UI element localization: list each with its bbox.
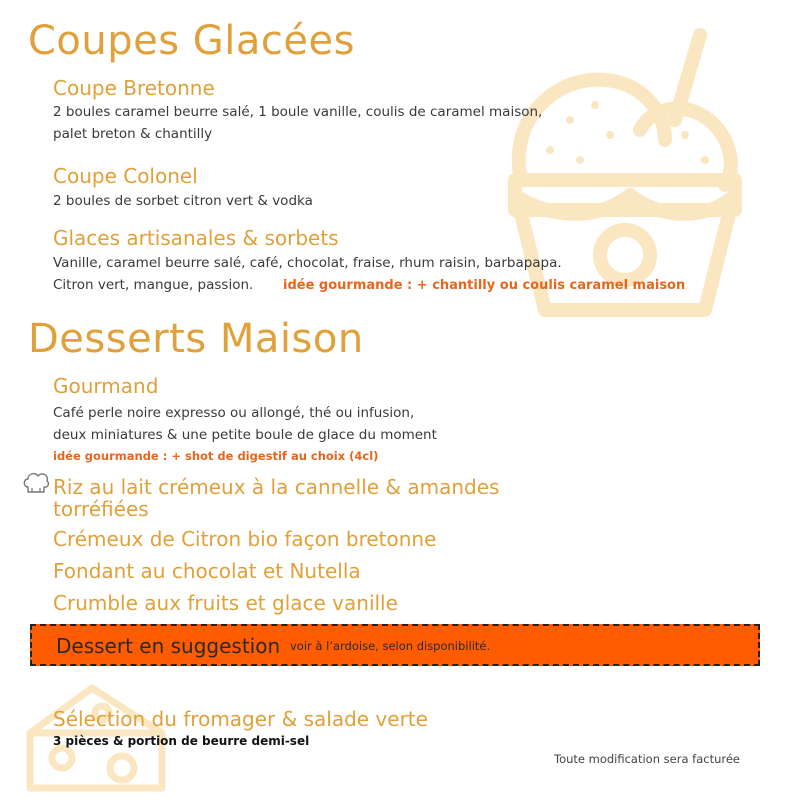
suggestion-title: Dessert en suggestion xyxy=(56,634,281,658)
gourmand-note: idée gourmande : + chantilly ou coulis caramel maison xyxy=(283,278,686,293)
gourmand-note: idée gourmande : + shot de digestif au choix (4cl) xyxy=(53,449,379,463)
cheese-item-name: Sélection du fromager & salade verte xyxy=(53,707,428,731)
dessert-item: Riz au lait crémeux à la cannelle & amandes torréfiées xyxy=(53,475,500,521)
section-title-coupes: Coupes Glacées xyxy=(28,18,355,64)
dessert-item: Crumble aux fruits et glace vanille xyxy=(53,591,398,615)
item-name: Glaces artisanales & sorbets xyxy=(53,226,339,250)
suggestion-note: voir à l’ardoise, selon disponibilité. xyxy=(290,639,491,653)
section-title-desserts: Desserts Maison xyxy=(28,316,364,362)
item-name: Gourmand xyxy=(53,374,159,398)
chef-hat-icon xyxy=(22,471,50,495)
item-desc: 2 boules caramel beurre salé, 1 boule vanille, coulis de caramel maison, palet breton & chantilly xyxy=(53,104,543,142)
footer-note: Toute modification sera facturée xyxy=(554,752,741,766)
item-desc: Vanille, caramel beurre salé, café, chocolat, fraise, rhum raisin, barbapapa. Citron vert, mangue, passion. xyxy=(53,255,562,293)
dessert-item: Crémeux de Citron bio façon bretonne xyxy=(53,527,437,551)
item-name: Coupe Colonel xyxy=(53,164,198,188)
item-name: Coupe Bretonne xyxy=(53,76,215,100)
item-desc: Café perle noire expresso ou allongé, thé ou infusion, deux miniatures & une petite boule de glace du moment xyxy=(53,405,437,443)
suggestion-banner xyxy=(30,624,760,666)
cheese-item-desc: 3 pièces & portion de beurre demi-sel xyxy=(53,734,310,748)
dessert-item: Fondant au chocolat et Nutella xyxy=(53,559,361,583)
item-desc: 2 boules de sorbet citron vert & vodka xyxy=(53,193,313,209)
